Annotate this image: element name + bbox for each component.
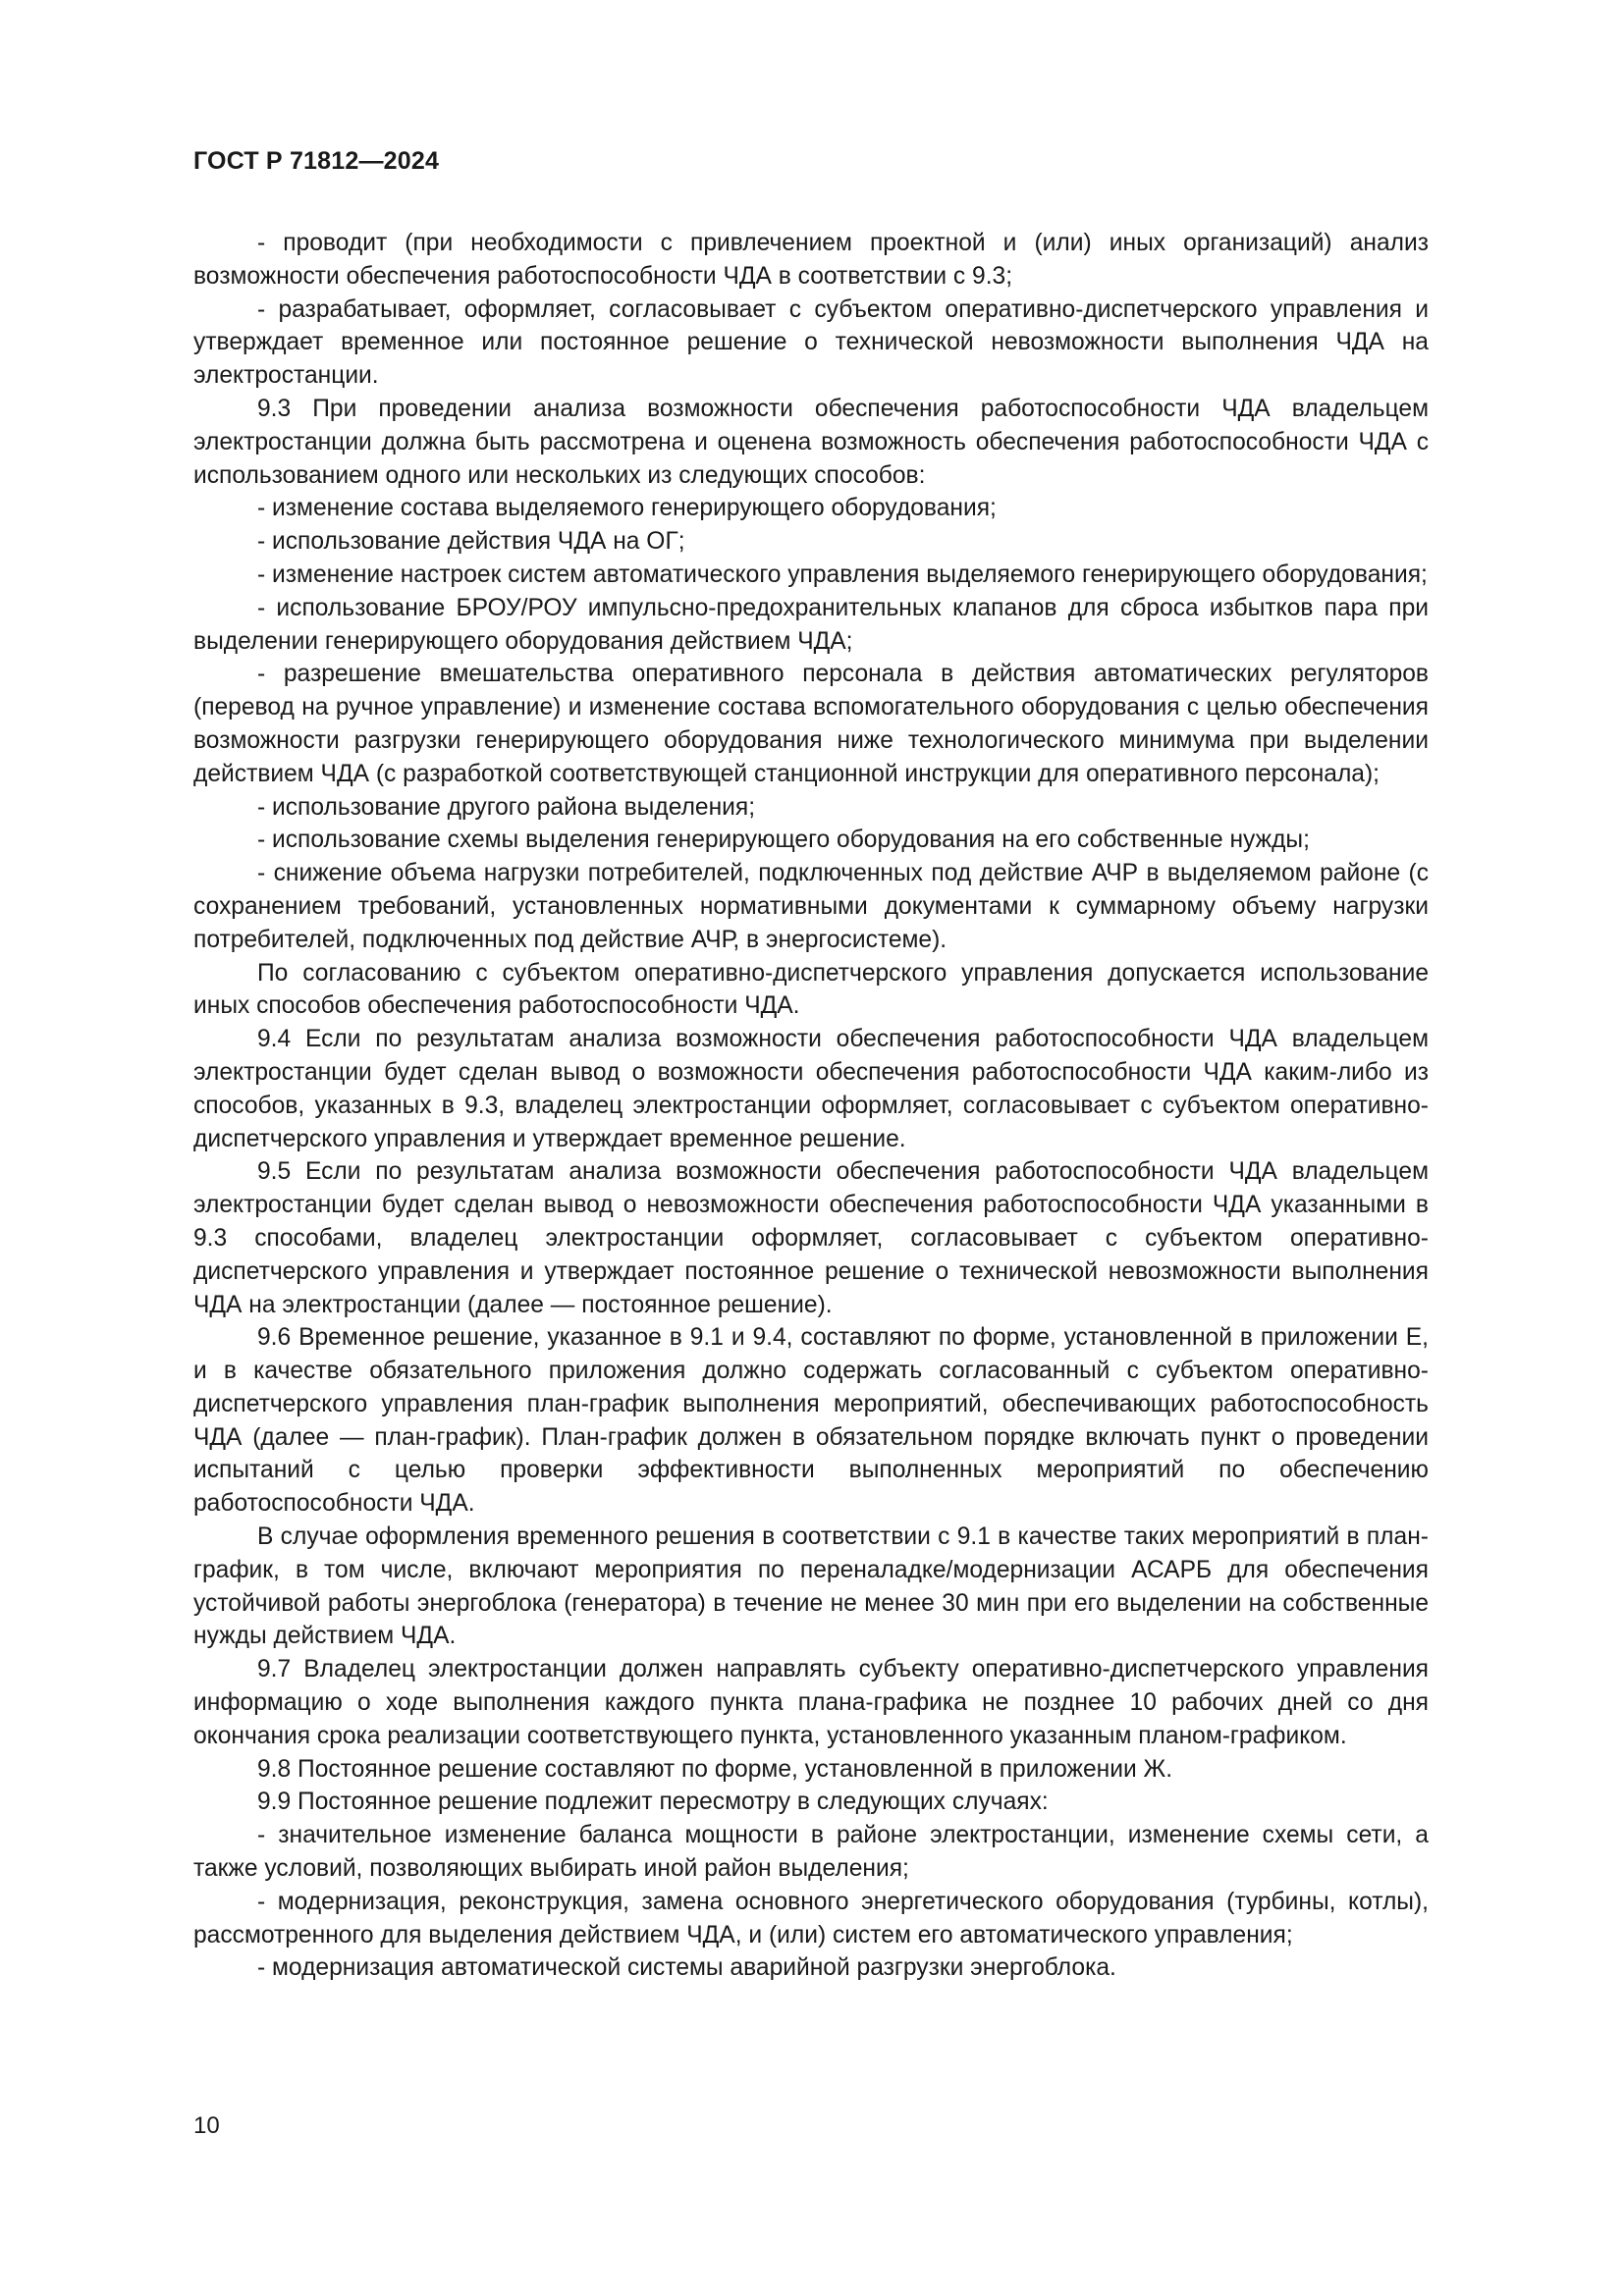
paragraph: 9.6 Временное решение, указанное в 9.1 и 9.4, составляют по форме, установленной в приложении Е, и в качестве обязательного приложения должно содержать согласованный с субъектом оперативно-диспетчерского управления план-график выполнения мероприятий, обеспечивающих работоспособность ЧДА (далее — план-график). План-график должен в обязательном порядке включать пункт о проведении испытаний с целью проверки эффективности выполненных мероприятий по обеспечению работоспособности ЧДА. (193, 1324, 1429, 1518)
paragraph: - модернизация, реконструкция, замена основного энергетического оборудования (турбины, котлы), рассмотренного для выделения действием ЧДА, и (или) систем его автоматического управления; (193, 1888, 1429, 1949)
paragraph: - использование БРОУ/РОУ импульсно-предохранительных клапанов для сброса избытков пара при выделении генерирующего оборудования действием ЧДА; (193, 594, 1429, 655)
paragraph: - снижение объема нагрузки потребителей, подключенных под действие АЧР в выделяемом районе (с сохранением требований, установленных нормативными документами к суммарному объему нагрузки потребителей, подключенных под действие АЧР, в энергосистеме). (193, 860, 1429, 953)
paragraph: По согласованию с субъектом оперативно-диспетчерского управления допускается использование иных способов обеспечения работоспособности ЧДА. (193, 959, 1429, 1020)
paragraph: 9.5 Если по результатам анализа возможности обеспечения работоспособности ЧДА владельцем электростанции будет сделан вывод о невозможности обеспечения работоспособности ЧДА указанными в 9.3 способами, владелец электростанции оформляет, согласовывает с субъектом оперативно-диспетчерского управления и утверждает постоянное решение о технической невозможности выполнения ЧДА на электростанции (далее — постоянное решение). (193, 1158, 1429, 1318)
paragraph: - разрешение вмешательства оперативного персонала в действия автоматических регуляторов (перевод на ручное управление) и изменение состава вспомогательного оборудования с целью обеспечения возможности разгрузки генерирующего оборудования ниже технологического минимума при выделении действием ЧДА (с разработкой соответствующей станционной инструкции для оперативного персонала); (193, 661, 1429, 787)
paragraph: 9.7 Владелец электростанции должен направлять субъекту оперативно-диспетчерского управления информацию о ходе выполнения каждого пункта плана-графика не позднее 10 рабочих дней со дня окончания срока реализации соответствующего пункта, установленного указанным планом-графиком. (193, 1656, 1429, 1749)
paragraph: В случае оформления временного решения в соответствии с 9.1 в качестве таких мероприятий в план-график, в том числе, включают мероприятия по переналадке/модернизации АСАРБ для обеспечения устойчивой работы энергоблока (генератора) в течение не менее 30 мин при его выделении на собственные нужды действием ЧДА. (193, 1523, 1429, 1650)
paragraph: 9.4 Если по результатам анализа возможности обеспечения работоспособности ЧДА владельцем электростанции будет сделан вывод о возможности обеспечения работоспособности ЧДА каким-либо из способов, указанных в 9.3, владелец электростанции оформляет, согласовывает с субъектом оперативно-диспетчерского управления и утверждает временное решение. (193, 1026, 1429, 1152)
paragraph: - использование действия ЧДА на ОГ; (257, 528, 685, 556)
paragraph: - разрабатывает, оформляет, согласовывает с субъектом оперативно-диспетчерского управления и утверждает временное или постоянное решение о технической невозможности выполнения ЧДА на электростанции. (193, 295, 1429, 390)
paragraph: - модернизация автоматической системы аварийной разгрузки энергоблока. (257, 1954, 1116, 1982)
page-number: 10 (193, 2112, 220, 2139)
paragraph: - проводит (при необходимости с привлечением проектной и (или) иных организаций) анализ возможности обеспечения работоспособности ЧДА в соответствии с 9.3; (193, 230, 1429, 290)
page-header: ГОСТ Р 71812—2024 (193, 147, 440, 175)
paragraph: - изменение состава выделяемого генерирующего оборудования; (257, 495, 997, 522)
paragraph: - значительное изменение баланса мощности в районе электростанции, изменение схемы сети, а также условий, позволяющих выбирать иной район выделения; (193, 1822, 1429, 1883)
paragraph: 9.9 Постоянное решение подлежит пересмотру в следующих случаях: (257, 1789, 1049, 1816)
paragraph: - использование схемы выделения генерирующего оборудования на его собственные нужды; (257, 827, 1310, 854)
paragraph: - изменение настроек систем автоматического управления выделяемого генерирующего оборудования; (257, 561, 1428, 588)
paragraph: - использование другого района выделения; (257, 793, 756, 821)
paragraph: 9.3 При проведении анализа возможности обеспечения работоспособности ЧДА владельцем электростанции должна быть рассмотрена и оценена возможность обеспечения работоспособности ЧДА с использованием одного или нескольких из следующих способов: (193, 395, 1429, 489)
document-body (193, 227, 1429, 1985)
paragraph: 9.8 Постоянное решение составляют по форме, установленной в приложении Ж. (257, 1755, 1173, 1783)
